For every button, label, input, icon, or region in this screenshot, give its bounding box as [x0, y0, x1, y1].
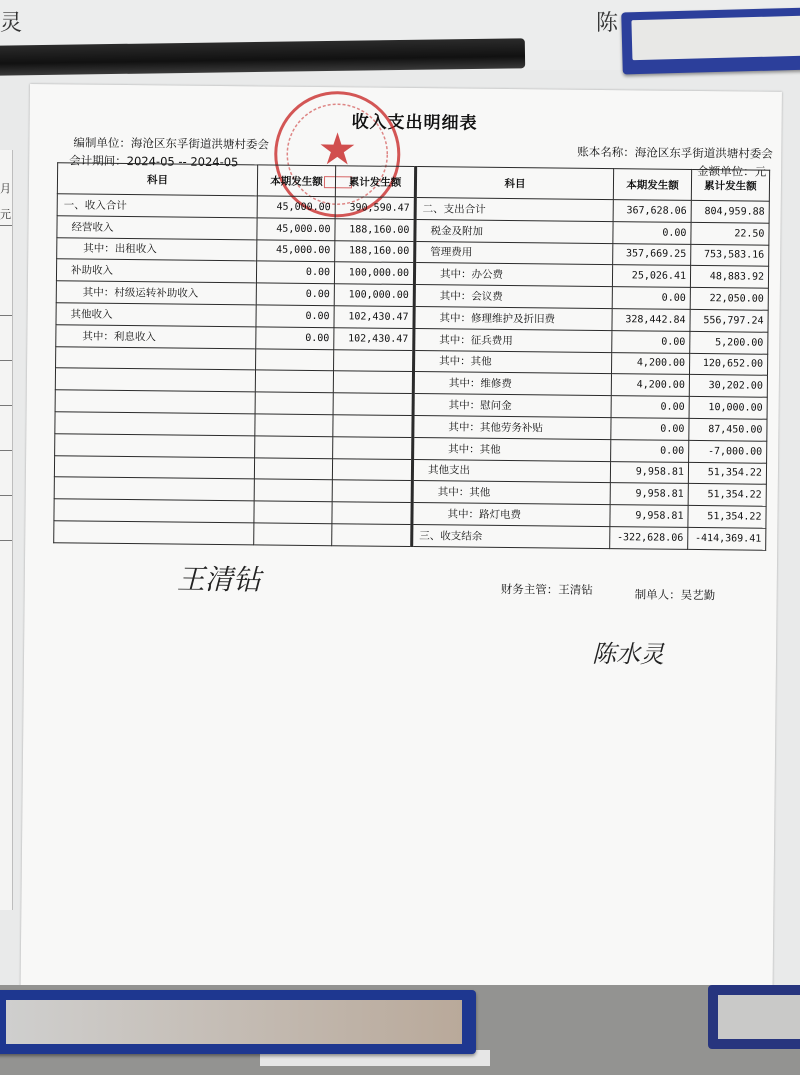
- right-current-cell: 357,669.25: [613, 243, 691, 266]
- right-accumulated-cell: 753,583.16: [691, 244, 769, 267]
- left-accumulated-cell: 100,000.00: [334, 284, 414, 307]
- right-current-cell: 9,958.81: [610, 483, 688, 506]
- header-right-accumulated: 累计发生额: [691, 169, 769, 201]
- right-accumulated-cell: 22.50: [691, 222, 769, 245]
- left-current-cell: [256, 348, 334, 371]
- income-expense-table: [53, 162, 770, 550]
- right-accumulated-cell: 10,000.00: [689, 397, 767, 420]
- left-current-cell: 45,000.00: [257, 218, 335, 241]
- left-accumulated-cell: 100,000.00: [334, 262, 414, 285]
- left-current-cell: 0.00: [256, 283, 334, 306]
- left-current-cell: 0.00: [256, 261, 334, 284]
- left-page-fragment: 元: [0, 208, 11, 221]
- right-accumulated-cell: 87,450.00: [689, 418, 767, 441]
- right-item-cell: 其中：路灯电费: [412, 503, 610, 527]
- left-item-cell: [55, 390, 255, 414]
- right-item-cell: 其中：维修费: [413, 372, 611, 396]
- right-item-cell: 其中：修理维护及折旧费: [414, 307, 612, 331]
- left-accumulated-cell: 188,160.00: [335, 218, 415, 241]
- left-current-cell: [255, 414, 333, 437]
- right-current-cell: 4,200.00: [611, 374, 689, 397]
- unit-label: 金额单位：元: [697, 163, 767, 179]
- left-page-fragment: 月: [0, 182, 11, 195]
- period-label: 会计期间：2024-05 -- 2024-05: [69, 153, 239, 170]
- left-item-cell: [54, 477, 254, 501]
- left-current-cell: [255, 370, 333, 393]
- star-icon: ★: [317, 124, 358, 176]
- finance-head-label: 财务主管：王清钻: [500, 581, 593, 597]
- right-current-cell: 0.00: [613, 221, 691, 244]
- right-current-cell: -322,628.06: [610, 527, 688, 550]
- right-current-cell: 367,628.06: [613, 200, 691, 223]
- left-accumulated-cell: 102,430.47: [334, 327, 414, 350]
- right-accumulated-cell: 804,959.88: [691, 200, 769, 223]
- right-accumulated-cell: -414,369.41: [688, 527, 766, 550]
- left-accumulated-cell: [333, 415, 413, 438]
- right-accumulated-cell: 556,797.24: [690, 309, 768, 332]
- right-accumulated-cell: -7,000.00: [689, 440, 767, 463]
- signature-maker: 陈水灵: [591, 639, 665, 669]
- left-accumulated-cell: 390,590.47: [335, 197, 415, 220]
- left-current-cell: 0.00: [256, 327, 334, 350]
- maker-label: 制单人：吴艺勤: [634, 587, 716, 603]
- left-current-cell: 45,000.00: [257, 196, 335, 219]
- left-item-cell: 经营收入: [57, 216, 257, 240]
- right-current-cell: 0.00: [611, 439, 689, 462]
- right-item-cell: 其中：慰问金: [413, 394, 611, 418]
- left-item-cell: [55, 412, 255, 436]
- left-item-cell: [54, 455, 254, 479]
- document-title: 收入支出明细表: [351, 112, 478, 134]
- right-current-cell: 4,200.00: [611, 352, 689, 375]
- right-item-cell: 税金及附加: [415, 219, 613, 243]
- right-accumulated-cell: 51,354.22: [688, 462, 766, 485]
- left-item-cell: 其中：出租收入: [57, 237, 257, 261]
- right-item-cell: 二、支出合计: [415, 198, 613, 222]
- header-right-item: 科目: [415, 167, 613, 200]
- right-accumulated-cell: 51,354.22: [688, 506, 766, 529]
- right-accumulated-cell: 51,354.22: [688, 484, 766, 507]
- right-accumulated-cell: 22,050.00: [690, 288, 768, 311]
- header-right-current: 本期发生额: [613, 169, 691, 201]
- right-item-cell: 其中：其他: [414, 350, 612, 374]
- right-item-cell: 其中：征兵费用: [414, 328, 612, 352]
- binder-tab-bottom: [0, 990, 476, 1054]
- right-item-cell: 管理费用: [415, 241, 613, 265]
- left-page-edge: [0, 150, 13, 910]
- left-item-cell: [54, 499, 254, 523]
- left-current-cell: [254, 457, 332, 480]
- header-left-current: 本期发生额: [257, 165, 335, 197]
- left-accumulated-cell: [332, 458, 412, 481]
- left-item-cell: [55, 368, 255, 392]
- right-current-cell: 0.00: [612, 287, 690, 310]
- right-item-cell: 三、收支结余: [412, 524, 610, 548]
- compiler-label: 编制单位：海沧区东孚街道洪塘村委会: [73, 135, 269, 152]
- right-accumulated-cell: 5,200.00: [690, 331, 768, 354]
- handwriting-fragment-top-right: 陈: [596, 11, 619, 36]
- right-item-cell: 其他支出: [412, 459, 610, 483]
- left-current-cell: [254, 479, 332, 502]
- statement-sheet: [21, 84, 782, 997]
- left-item-cell: 其中：利息收入: [56, 325, 256, 349]
- right-current-cell: 9,958.81: [610, 461, 688, 484]
- left-accumulated-cell: [333, 371, 413, 394]
- binder-tab-bottom-right: [708, 985, 800, 1049]
- left-accumulated-cell: [333, 393, 413, 416]
- left-accumulated-cell: 188,160.00: [335, 240, 415, 263]
- right-item-cell: 其中：办公费: [414, 263, 612, 287]
- right-item-cell: 其中：其他: [412, 481, 610, 505]
- signature-finance-head: 王清钻: [176, 562, 262, 597]
- left-accumulated-cell: [332, 480, 412, 503]
- left-current-cell: 0.00: [256, 305, 334, 328]
- right-accumulated-cell: 120,652.00: [689, 353, 767, 376]
- left-current-cell: [255, 392, 333, 415]
- header-left-accumulated: 累计发生额: [335, 166, 415, 198]
- left-accumulated-cell: 102,430.47: [334, 306, 414, 329]
- left-item-cell: [54, 521, 254, 545]
- right-current-cell: 0.00: [611, 396, 689, 419]
- right-current-cell: 0.00: [612, 330, 690, 353]
- right-current-cell: 0.00: [611, 418, 689, 441]
- left-item-cell: [55, 434, 255, 458]
- left-item-cell: 其他收入: [56, 303, 256, 327]
- right-item-cell: 其中：会议费: [414, 285, 612, 309]
- left-accumulated-cell: [333, 436, 413, 459]
- left-item-cell: [56, 346, 256, 370]
- left-current-cell: 45,000.00: [257, 239, 335, 262]
- left-accumulated-cell: [332, 502, 412, 525]
- account-label: 账本名称：海沧区东孚街道洪塘村委会: [577, 144, 773, 161]
- left-current-cell: [255, 436, 333, 459]
- left-item-cell: 一、收入合计: [57, 194, 257, 218]
- left-accumulated-cell: [334, 349, 414, 372]
- handwriting-fragment-top-left: 灵: [0, 11, 23, 36]
- right-item-cell: 其中：其他劳务补贴: [413, 415, 611, 439]
- binder-tab-top: [621, 8, 800, 75]
- right-current-cell: 25,026.41: [612, 265, 690, 288]
- left-item-cell: 其中：村级运转补助收入: [56, 281, 256, 305]
- header-left-item: 科目: [57, 163, 257, 196]
- right-current-cell: 328,442.84: [612, 309, 690, 332]
- left-item-cell: 补助收入: [56, 259, 256, 283]
- left-current-cell: [254, 501, 332, 524]
- right-accumulated-cell: 48,883.92: [690, 266, 768, 289]
- right-accumulated-cell: 30,202.00: [689, 375, 767, 398]
- right-item-cell: 其中：其他: [413, 437, 611, 461]
- left-accumulated-cell: [332, 524, 412, 547]
- left-current-cell: [254, 523, 332, 546]
- right-current-cell: 9,958.81: [610, 505, 688, 528]
